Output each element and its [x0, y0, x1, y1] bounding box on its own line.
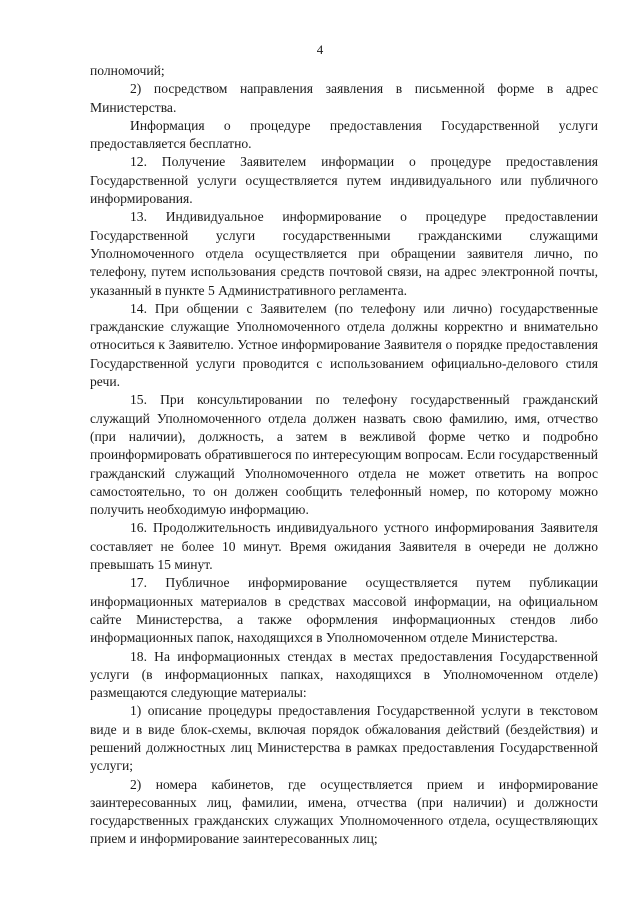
paragraph: 15. При консультировании по телефону государственный гражданский служащий Уполномоченного отдела должен назвать свою фамилию, имя, отчество (при наличии), должность, а затем в вежливой форме четко и подробно проинформировать обратившегося по интересующим вопросам. Если государственный гражданский служащий Уполномоченного отдела не может ответить на вопрос самостоятельно, то он должен сообщить телефонный номер, по которому можно получить необходимую информацию. [90, 392, 598, 518]
paragraph: 13. Индивидуальное информирование о процедуре предоставлении Государственной услуги государственными гражданскими служащими Уполномоченного отдела осуществляется при обращении заявителя лично, по телефону, путем использования средств почтовой связи, на адрес электронной почты, указанный в пункте 5 Административного регламента. [90, 209, 598, 298]
paragraph: 12. Получение Заявителем информации о процедуре предоставления Государственной услуги осуществляется путем индивидуального или публичного информирования. [90, 154, 598, 207]
paragraph: Информация о процедуре предоставления Государственной услуги предоставляется бесплатно. [90, 117, 598, 152]
paragraph: 14. При общении с Заявителем (по телефону или лично) государственные гражданские служащие Уполномоченного отдела должны корректно и внимательно относиться к Заявителю. Устное информирование Заявителя о порядке предоставления Государственной услуги проводится с использованием официально-делового стиля речи. [90, 300, 598, 390]
paragraph: 1) описание процедуры предоставления Государственной услуги в текстовом виде и в виде блок-схемы, включая порядок обжалования действий (бездействия) и решений должностных лиц Министерства в рамках предоставления Государственной услуги; [90, 703, 598, 774]
paragraph: 2) номера кабинетов, где осуществляется прием и информирование заинтересованных лиц, фамилии, имена, отчества (при наличии) и должности государственных гражданских служащих Уполномоченного отдела, осуществляющих прием и информирование заинтересованных лиц; [90, 776, 598, 847]
document-body [90, 62, 598, 849]
page-number: 4 [316, 42, 324, 57]
paragraph: полномочий; [90, 63, 165, 78]
paragraph: 16. Продолжительность индивидуального устного информирования Заявителя составляет не более 10 минут. Время ожидания Заявителя в очереди не должно превышать 15 минут. [90, 520, 598, 573]
paragraph: 18. На информационных стендах в местах предоставления Государственной услуги (в информационных папках, находящихся в Уполномоченном отделе) размещаются следующие материалы: [90, 648, 598, 701]
paragraph: 17. Публичное информирование осуществляется путем публикации информационных материалов в средствах массовой информации, на официальном сайте Министерства, а также оформления информационных стендов либо информационных папок, находящихся в Уполномоченном отделе Министерства. [90, 575, 598, 646]
paragraph: 2) посредством направления заявления в письменной форме в адрес Министерства. [90, 81, 598, 115]
